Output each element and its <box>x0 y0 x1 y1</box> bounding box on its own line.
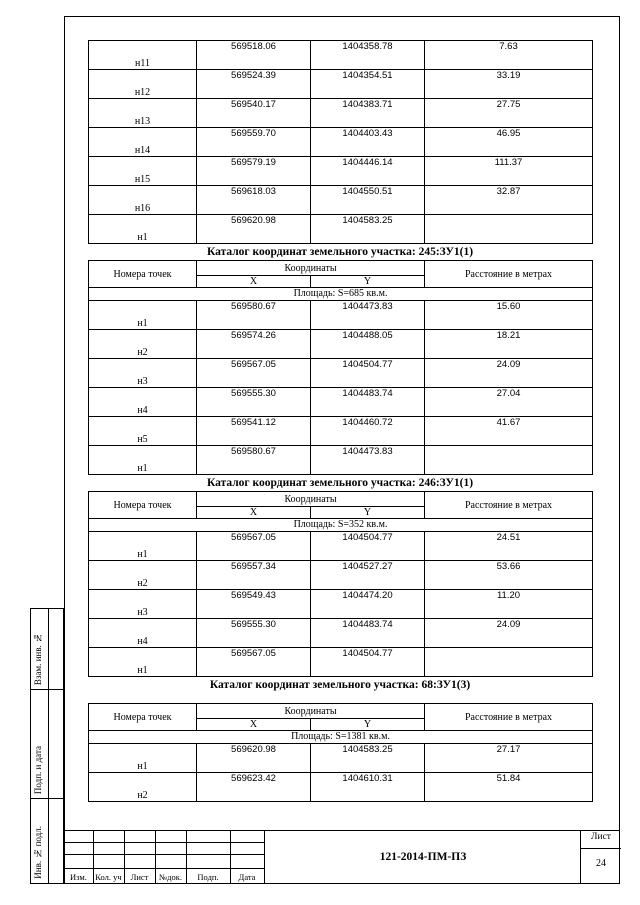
coord-y: 1404460.72 <box>311 417 425 446</box>
area-row <box>89 288 593 301</box>
coord-y: 1404504.77 <box>311 532 425 561</box>
table-row <box>89 301 593 330</box>
coord-y: 1404446.14 <box>311 157 425 186</box>
coord-y: 1404354.51 <box>311 70 425 99</box>
distance: 24.09 <box>425 359 593 388</box>
coord-y: 1404583.25 <box>311 215 425 244</box>
coord-y: 1404488.05 <box>311 330 425 359</box>
coord-x: 569518.06 <box>197 41 311 70</box>
table-row <box>89 744 593 773</box>
header-distance: Расстояние в метрах <box>425 261 593 288</box>
table-row <box>89 619 593 648</box>
table-row <box>89 359 593 388</box>
distance: 24.09 <box>425 619 593 648</box>
coord-x: 569559.70 <box>197 128 311 157</box>
coord-x: 569555.30 <box>197 388 311 417</box>
distance: 51.84 <box>425 773 593 802</box>
point-name: н14 <box>89 128 197 157</box>
sheet-box <box>580 830 621 884</box>
header-points: Номера точек <box>89 704 197 731</box>
coord-x: 569524.39 <box>197 70 311 99</box>
stamp-col-podp: Подп. <box>197 872 219 882</box>
coord-y: 1404483.74 <box>311 619 425 648</box>
area-cell: Площадь: S=685 кв.м. <box>89 288 593 301</box>
distance: 33.19 <box>425 70 593 99</box>
coord-x: 569555.30 <box>197 619 311 648</box>
point-name: н3 <box>89 590 197 619</box>
coord-y: 1404583.25 <box>311 744 425 773</box>
coord-x: 569567.05 <box>197 359 311 388</box>
coord-y: 1404610.31 <box>311 773 425 802</box>
coord-y: 1404358.78 <box>311 41 425 70</box>
coord-y: 1404504.77 <box>311 648 425 677</box>
header-x: X <box>197 719 311 731</box>
catalog-heading: Каталог координат земельного участка: 245:ЗУ1(1) <box>206 246 474 258</box>
coord-x: 569557.34 <box>197 561 311 590</box>
coord-y: 1404473.83 <box>311 301 425 330</box>
coord-x: 569549.43 <box>197 590 311 619</box>
coordinates-table <box>88 40 593 244</box>
coord-x: 569620.98 <box>197 215 311 244</box>
point-name: н1 <box>89 744 197 773</box>
distance: 27.17 <box>425 744 593 773</box>
header-y: Y <box>311 276 425 288</box>
point-name: н3 <box>89 359 197 388</box>
grid-line <box>64 868 264 869</box>
distance: 46.95 <box>425 128 593 157</box>
coord-x: 569567.05 <box>197 532 311 561</box>
point-name: н2 <box>89 330 197 359</box>
coord-x: 569618.03 <box>197 186 311 215</box>
table-row <box>89 417 593 446</box>
point-name: н1 <box>89 446 197 475</box>
coordinates-table <box>88 491 593 677</box>
side-cell-divider <box>48 799 49 883</box>
coord-y: 1404474.20 <box>311 590 425 619</box>
sheet-number: 24 <box>596 858 606 869</box>
header-coordinates: Координаты <box>197 261 425 276</box>
point-name: н1 <box>89 215 197 244</box>
side-label-inv: Инв. № подл. <box>33 826 43 879</box>
side-cell-divider <box>48 690 49 798</box>
table-row <box>89 99 593 128</box>
header-points: Номера точек <box>89 261 197 288</box>
distance <box>425 446 593 475</box>
point-name: н1 <box>89 301 197 330</box>
point-name: н4 <box>89 388 197 417</box>
table-row <box>89 590 593 619</box>
stamp-col-list: Лист <box>130 872 149 882</box>
distance: 53.66 <box>425 561 593 590</box>
stamp-col-data: Дата <box>238 872 256 882</box>
side-label-podp: Подп. и дата <box>33 745 43 794</box>
point-name: н1 <box>89 648 197 677</box>
catalog-heading: Каталог координат земельного участка: 68:ЗУ1(3) <box>209 679 471 691</box>
sheet-separator <box>581 848 621 849</box>
side-stamp-strip <box>30 608 64 884</box>
distance: 111.37 <box>425 157 593 186</box>
coord-x: 569579.19 <box>197 157 311 186</box>
distance: 24.51 <box>425 532 593 561</box>
point-name: н5 <box>89 417 197 446</box>
distance: 18.21 <box>425 330 593 359</box>
point-name: н1 <box>89 532 197 561</box>
table-row <box>89 388 593 417</box>
area-row <box>89 519 593 532</box>
header-coordinates: Координаты <box>197 492 425 507</box>
table-header-row <box>89 261 593 276</box>
coord-x: 569620.98 <box>197 744 311 773</box>
table-row <box>89 70 593 99</box>
side-cell-divider <box>48 609 49 689</box>
point-name: н4 <box>89 619 197 648</box>
header-y: Y <box>311 719 425 731</box>
point-name: н13 <box>89 99 197 128</box>
coord-y: 1404473.83 <box>311 446 425 475</box>
distance: 41.67 <box>425 417 593 446</box>
table-row <box>89 157 593 186</box>
document-code: 121-2014-ПМ-ПЗ <box>264 830 581 884</box>
table-row <box>89 41 593 70</box>
revision-grid <box>64 830 264 884</box>
coordinates-table <box>88 260 593 475</box>
coord-x: 569580.67 <box>197 301 311 330</box>
header-y: Y <box>311 507 425 519</box>
grid-line <box>64 842 264 843</box>
stamp-col-izm: Изм. <box>70 872 87 882</box>
side-cell-vzam <box>30 608 64 690</box>
coord-y: 1404504.77 <box>311 359 425 388</box>
coord-x: 569541.12 <box>197 417 311 446</box>
grid-line <box>64 854 264 855</box>
header-points: Номера точек <box>89 492 197 519</box>
header-coordinates: Координаты <box>197 704 425 719</box>
coord-x: 569540.17 <box>197 99 311 128</box>
document-content <box>88 40 592 802</box>
side-cell-podp <box>30 689 64 799</box>
distance <box>425 215 593 244</box>
point-name: н15 <box>89 157 197 186</box>
point-name: н2 <box>89 773 197 802</box>
coord-y: 1404483.74 <box>311 388 425 417</box>
distance: 7.63 <box>425 41 593 70</box>
header-x: X <box>197 276 311 288</box>
point-name: н2 <box>89 561 197 590</box>
side-cell-inv <box>30 798 64 884</box>
point-name: н16 <box>89 186 197 215</box>
distance: 27.04 <box>425 388 593 417</box>
table-row <box>89 446 593 475</box>
table-header-row <box>89 704 593 719</box>
sheet-label: Лист <box>591 832 611 842</box>
point-name: н12 <box>89 70 197 99</box>
table-row <box>89 186 593 215</box>
table-row <box>89 215 593 244</box>
distance: 27.75 <box>425 99 593 128</box>
header-distance: Расстояние в метрах <box>425 704 593 731</box>
header-x: X <box>197 507 311 519</box>
coord-x: 569580.67 <box>197 446 311 475</box>
table-row <box>89 648 593 677</box>
table-row <box>89 773 593 802</box>
area-row <box>89 731 593 744</box>
coord-x: 569567.05 <box>197 648 311 677</box>
spacer <box>88 693 592 703</box>
side-label-vzam: Взам. инв. № <box>33 632 43 685</box>
distance: 32.87 <box>425 186 593 215</box>
table-row <box>89 128 593 157</box>
title-block <box>64 830 620 884</box>
stamp-col-koluch: Кол. уч <box>95 872 122 882</box>
area-cell: Площадь: S=352 кв.м. <box>89 519 593 532</box>
distance: 15.60 <box>425 301 593 330</box>
coord-y: 1404383.71 <box>311 99 425 128</box>
catalog-heading: Каталог координат земельного участка: 246:ЗУ1(1) <box>206 477 474 489</box>
point-name: н11 <box>89 41 197 70</box>
coord-x: 569623.42 <box>197 773 311 802</box>
table-row <box>89 532 593 561</box>
table-header-row <box>89 492 593 507</box>
area-cell: Площадь: S=1381 кв.м. <box>89 731 593 744</box>
distance: 11.20 <box>425 590 593 619</box>
table-row <box>89 330 593 359</box>
header-distance: Расстояние в метрах <box>425 492 593 519</box>
coord-y: 1404527.27 <box>311 561 425 590</box>
distance <box>425 648 593 677</box>
coord-y: 1404550.51 <box>311 186 425 215</box>
table-row <box>89 561 593 590</box>
coord-y: 1404403.43 <box>311 128 425 157</box>
coord-x: 569574.26 <box>197 330 311 359</box>
stamp-col-ndok: №док. <box>159 872 182 882</box>
coordinates-table <box>88 703 593 802</box>
